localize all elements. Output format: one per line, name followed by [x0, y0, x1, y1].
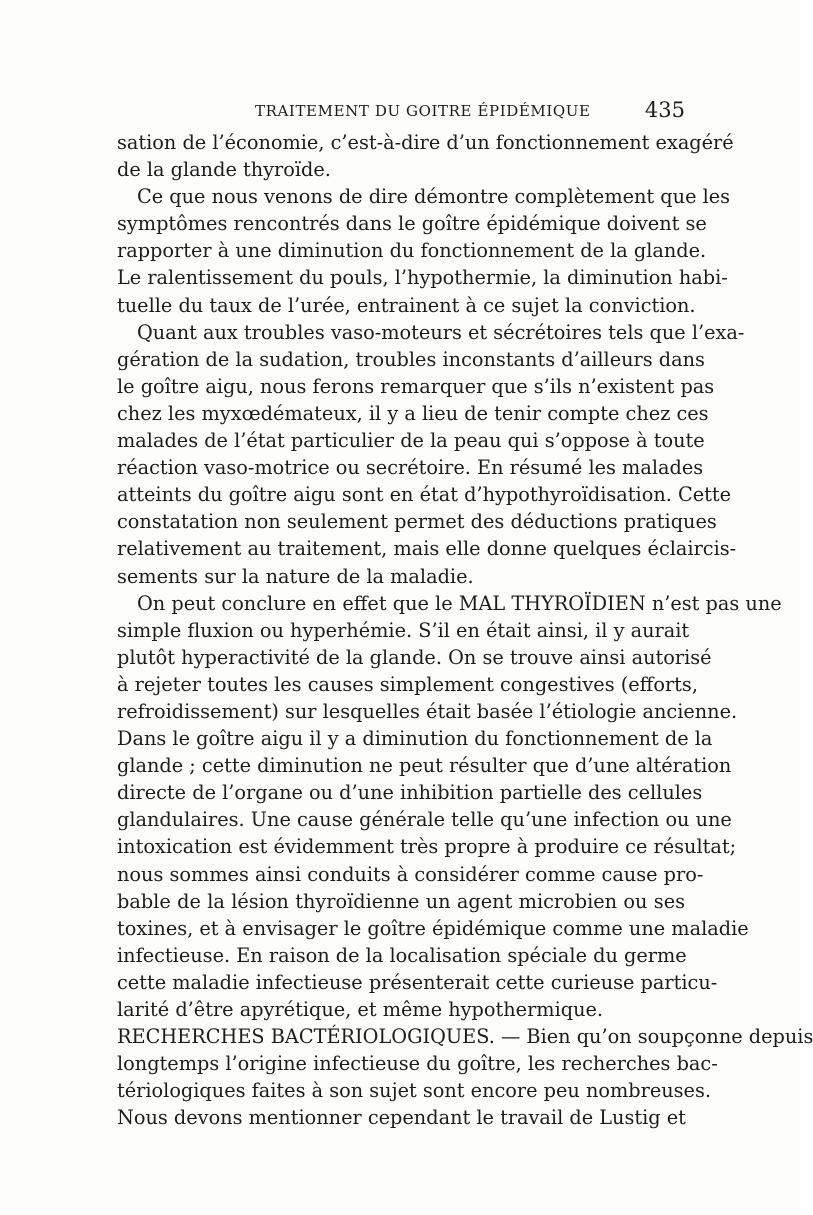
text-line: relativement au traitement, mais elle donne quelques éclaircis- — [117, 537, 737, 561]
text-line: malades de l’état particulier de la peau qui s’oppose à toute — [117, 429, 705, 453]
text-line: intoxication est évidemment très propre à produire ce résultat; — [117, 835, 737, 859]
text-line: glande ; cette diminution ne peut résulter que d’une altération — [117, 754, 732, 778]
running-head — [117, 98, 685, 126]
text-line: toxines, et à envisager le goître épidémique comme une maladie — [117, 916, 749, 940]
text-line: rapporter à une diminution du fonctionnement de la glande. — [117, 239, 707, 263]
text-line: réaction vaso-motrice ou secrétoire. En résumé les malades — [117, 456, 704, 480]
text-line: tuelle du taux de l’urée, entrainent à ce sujet la conviction. — [117, 293, 696, 317]
text-line: glandulaires. Une cause générale telle qu’une infection ou une — [117, 808, 732, 832]
text-line: Le ralentissement du pouls, l’hypothermie, la diminution habi- — [117, 266, 728, 290]
text-line: le goître aigu, nous ferons remarquer que s’ils n’existent pas — [117, 374, 715, 398]
text-line: atteints du goître aigu sont en état d’hypothyroïdisation. Cette — [117, 483, 732, 507]
text-line: nous sommes ainsi conduits à considérer comme cause pro- — [117, 862, 704, 886]
text-line: plutôt hyperactivité de la glande. On se trouve ainsi autorisé — [117, 645, 712, 669]
text-line: simple fluxion ou hyperhémie. S’il en était ainsi, il y aurait — [117, 618, 690, 642]
text-line: longtemps l’origine infectieuse du goître, les recherches bac- — [117, 1052, 718, 1076]
text-line: directe de l’organe ou d’une inhibition partielle des cellules — [117, 781, 703, 805]
text-line: sation de l’économie, c’est-à-dire d’un fonctionnement exagéré — [117, 131, 734, 154]
text-line: à rejeter toutes les causes simplement congestives (efforts, — [117, 672, 698, 696]
running-title: TRAITEMENT DU GOITRE ÉPIDÉMIQUE — [255, 102, 591, 120]
text-line: infectieuse. En raison de la localisation spéciale du germe — [117, 943, 687, 967]
text-line: refroidissement) sur lesquelles était basée l’étiologie ancienne. — [117, 699, 738, 723]
text-line: constatation non seulement permet des déductions pratiques — [117, 510, 717, 534]
text-line: larité d’être apyrétique, et même hypothermique. — [117, 998, 604, 1021]
text-line: Dans le goître aigu il y a diminution du fonctionnement de la — [117, 727, 713, 751]
text-line: RECHERCHES BACTÉRIOLOGIQUES. — Bien qu’on soupçonne depuis — [117, 1025, 813, 1049]
text-line: On peut conclure en effet que le MAL THYROÏDIEN n’est pas une — [137, 591, 782, 615]
text-line: sements sur la nature de la maladie. — [117, 564, 474, 588]
text-line: Nous devons mentionner cependant le travail de Lustig et — [117, 1106, 686, 1130]
text-line: gération de la sudation, troubles inconstants d’ailleurs dans — [117, 347, 705, 371]
page-number: 435 — [644, 98, 685, 122]
text-line: symptômes rencontrés dans le goître épidémique doivent se — [117, 212, 707, 236]
text-line: Ce que nous venons de dire démontre complètement que les — [137, 185, 731, 209]
text-line: tériologiques faites à son sujet sont encore peu nombreuses. — [117, 1079, 711, 1103]
text-line: de la glande thyroïde. — [117, 158, 331, 182]
text-line: chez les myxœdémateux, il y a lieu de tenir compte chez ces — [117, 401, 709, 425]
text-line: Quant aux troubles vaso-moteurs et sécrétoires tels que l’exa- — [137, 320, 745, 344]
text-line: bable de la lésion thyroïdienne un agent microbien ou ses — [117, 889, 685, 913]
body-text — [117, 129, 813, 1131]
text-line: cette maladie infectieuse présenterait cette curieuse particu- — [117, 970, 718, 994]
